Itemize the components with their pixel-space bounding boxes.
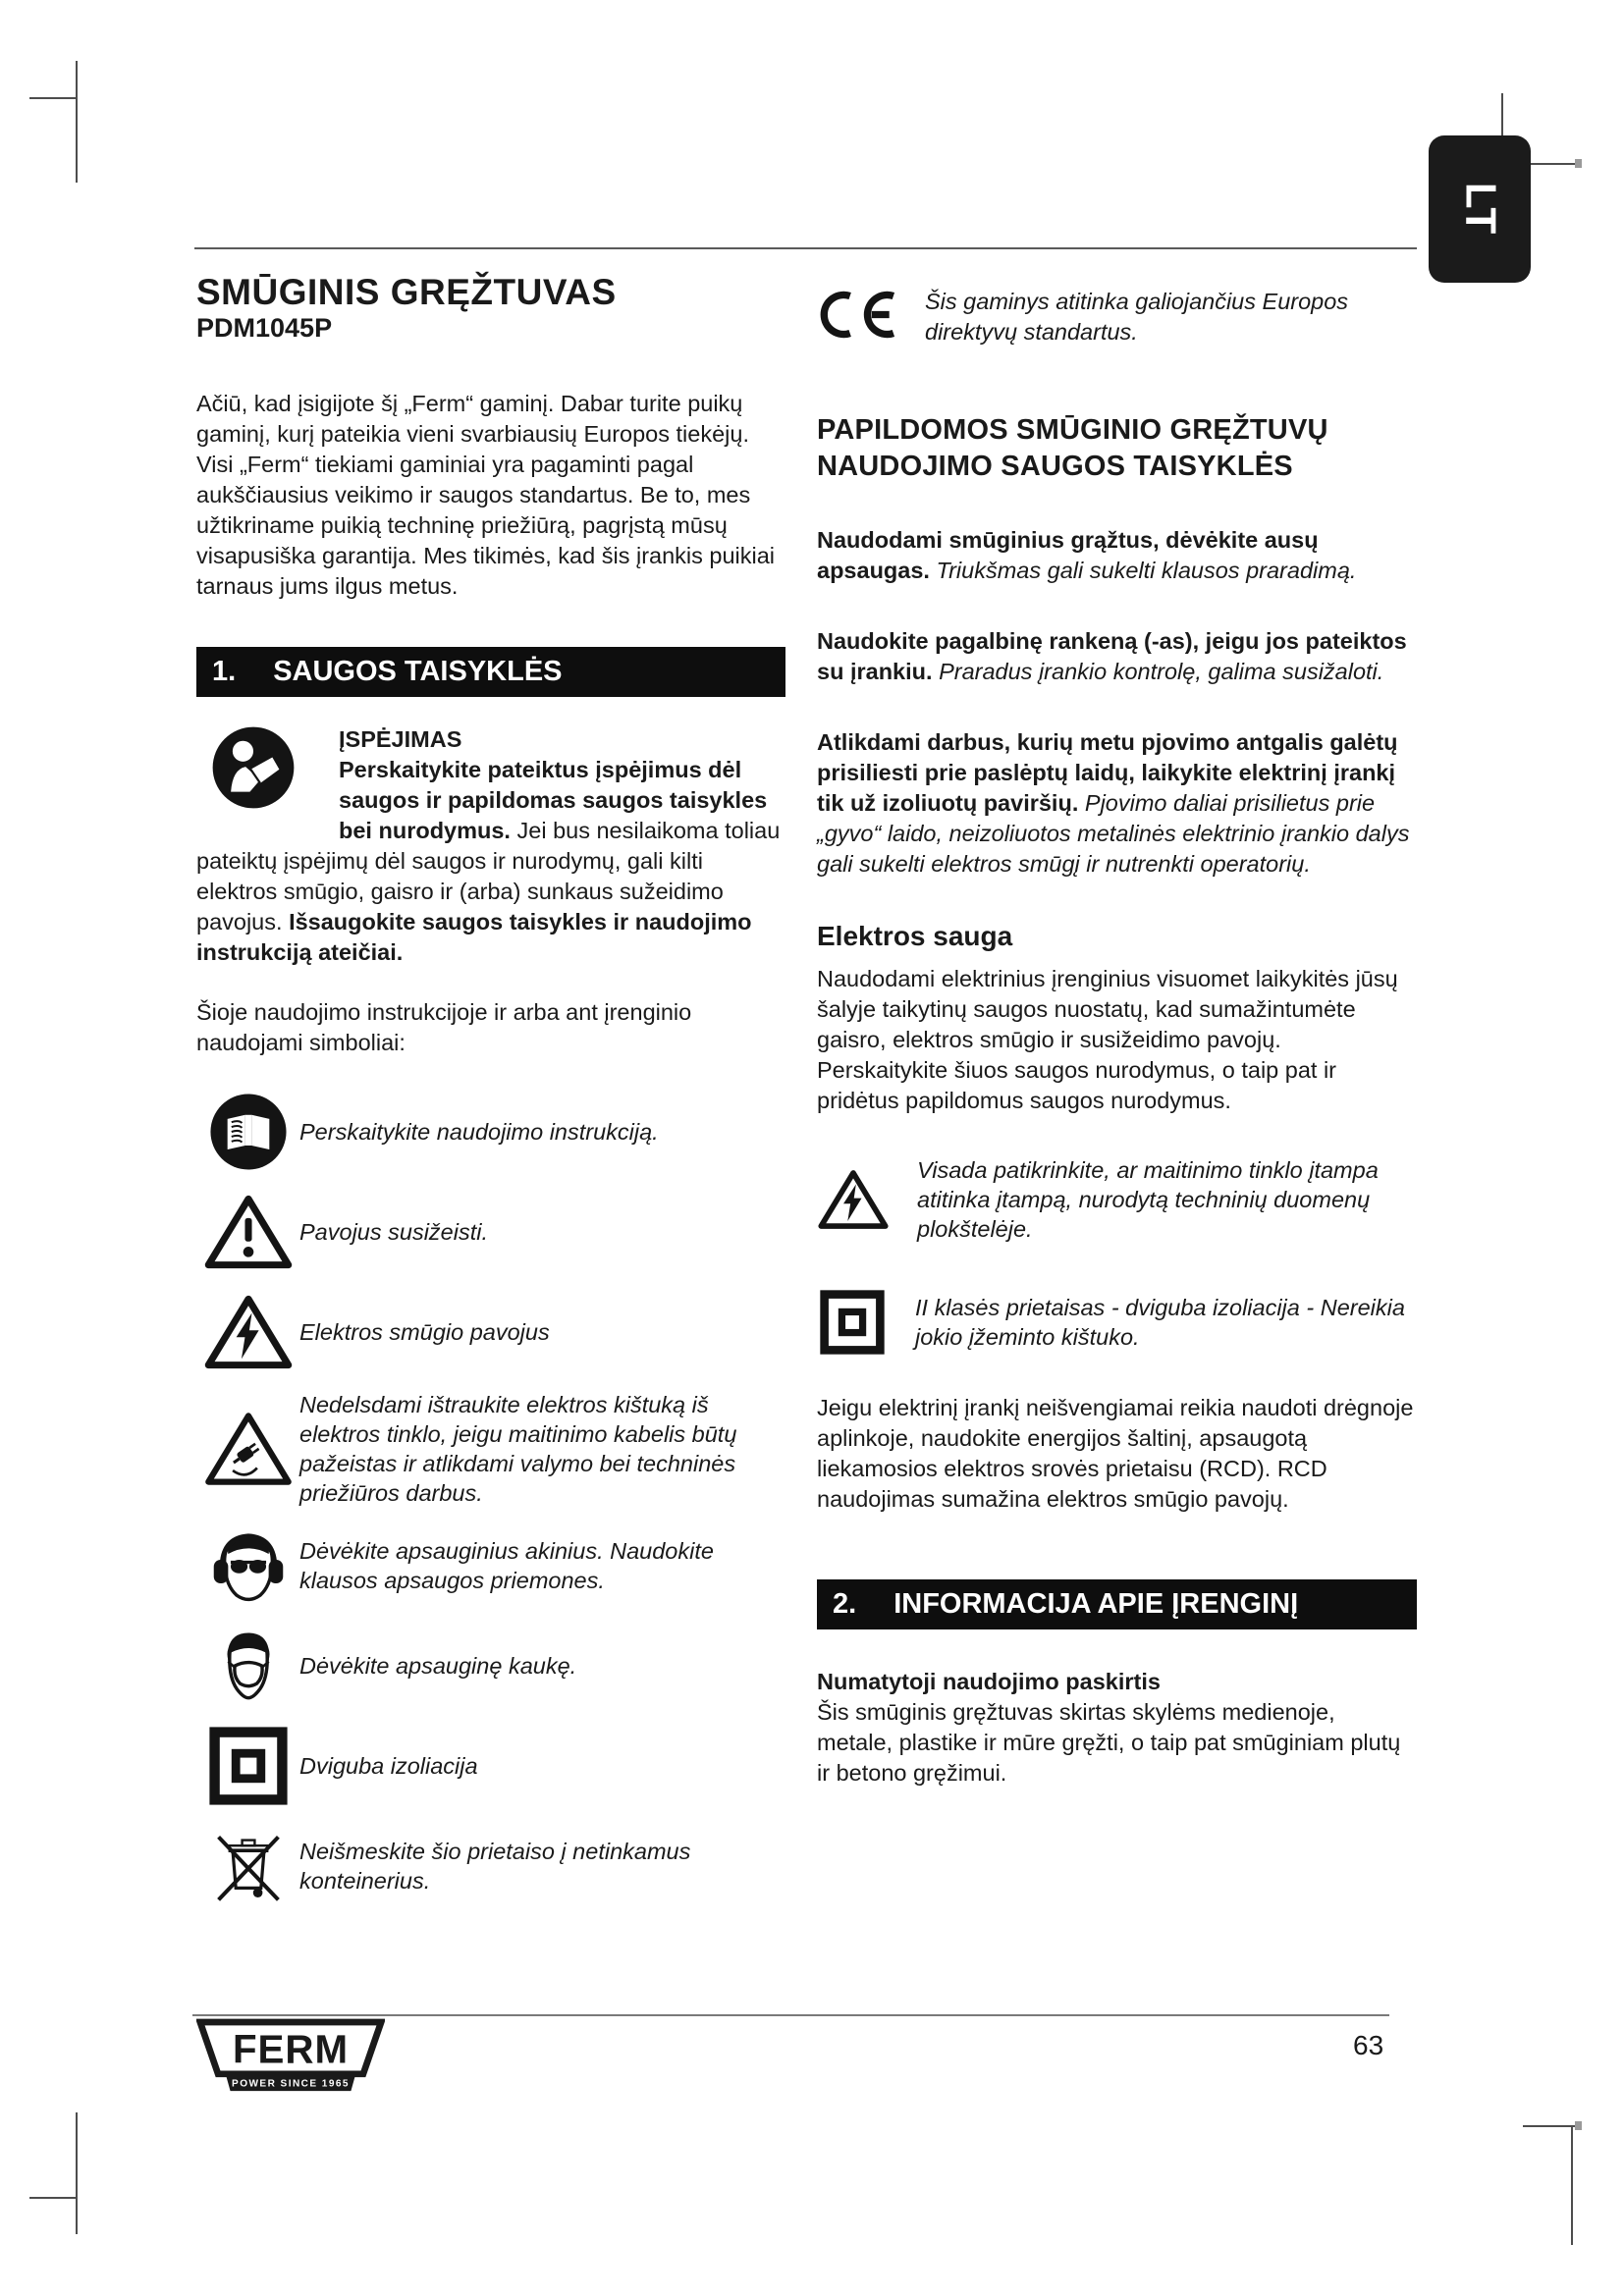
right-column (817, 273, 1417, 1789)
ferm-logo-text: FERM (232, 2026, 350, 2072)
dust-mask-icon (196, 1624, 299, 1708)
list-item (817, 1279, 1417, 1365)
safety-paragraph (817, 626, 1417, 687)
section-1-header (196, 647, 785, 697)
warning-label: ĮSPĖJIMAS (339, 726, 462, 752)
no-trash-icon (196, 1827, 299, 1905)
ce-mark-icon (817, 287, 925, 344)
header-rule (194, 247, 1417, 249)
list-item (196, 1523, 785, 1608)
electric-shock-icon (196, 1292, 299, 1372)
crop-mark-bottom-left-h (29, 2197, 77, 2199)
safety-paragraph-italic: Praradus įrankio kontrolę, galima susižaloti. (932, 659, 1384, 684)
symbol-caption: Dėvėkite apsauginius akinius. Naudokite klausos apsaugos priemones. (299, 1538, 714, 1593)
page-title: SMŪGINIS GRĘŽTUVAS (196, 272, 617, 312)
symbol-caption: Visada patikrinkite, ar maitinimo tinklo įtampa atitinka įtampą, nurodytą techninių duomenų plokštelėje. (917, 1157, 1379, 1242)
crop-mark-top-left-h (29, 97, 77, 99)
intro-paragraph: Ačiū, kad įsigijote šį „Ferm“ gaminį. Dabar turite puikų gaminį, kurį pateikia vieni svarbiausių Europos tiekėjų. Visi „Ferm“ tiekiami gaminiai yra pagaminti pagal aukščiausius veikimo ir saugos standartus. Be to, mes užtikriname puikią techninę priežiūrą, pagrįstą mūsų visapusiška garantija. Mes tikimės, kad šis įrankis puikiai tarnaus jums ilgus metus. (196, 391, 776, 599)
ce-declaration-text: Šis gaminys atitinka galiojančius Europos direktyvų standartus. (925, 289, 1349, 345)
warning-bold-text-2: Išsaugokite saugos taisykles ir naudojimo instrukciją ateičiai. (196, 909, 752, 965)
left-column (196, 273, 785, 1924)
intended-use-text: Šis smūginis gręžtuvas skirtas skylėms medienoje, metale, plastike ir mūre gręžti, o taip pat smūginiam plutų ir betono gręžimui. (817, 1699, 1401, 1786)
electrical-safety-text: Naudodami elektrinius įrenginius visuomet laikykitės jūsų šalyje taikytinų saugos nuostatų, kad sumažintumėte gaisro, elektros smūgio ir susižeidimo pavojų. Perskaitykite šiuos saugos nurodymus, o taip pat ir pridėtus papildomus saugos nurodymus. (817, 966, 1398, 1113)
list-item (196, 1624, 785, 1708)
crop-mark-top-left-v (76, 61, 78, 183)
warning-bold-text: Perskaitykite pateiktus įspėjimus dėl saugos ir papildomas saugos taisykles bei nurodymus. (339, 757, 768, 843)
symbol-caption: Elektros smūgio pavojus (299, 1319, 550, 1345)
list-item (196, 1290, 785, 1374)
crop-mark-top-right-nub (1575, 159, 1582, 168)
safety-paragraph-italic: Triukšmas gali sukelti klausos praradimą. (929, 558, 1357, 583)
warning-triangle-icon (196, 1192, 299, 1272)
ferm-logo (196, 2018, 385, 2103)
safety-paragraph-bold: Naudokite pagalbinę rankeną (-as), jeigu jos pateiktos su įrankiu. (817, 628, 1407, 684)
read-warning-icon (196, 724, 339, 819)
section-1-number: 1. (212, 656, 237, 687)
symbol-caption: Perskaitykite naudojimo instrukciją. (299, 1119, 659, 1145)
warning-regular-text: Jei bus nesilaikoma toliau pateiktų įspėjimų dėl saugos ir nurodymų, gali kilti elektros smūgio, gaisro ir (arba) sunkaus sužeidimo pavojus. (196, 818, 781, 934)
list-item (196, 1390, 785, 1508)
model-number: PDM1045P (196, 313, 333, 343)
read-manual-icon (196, 1092, 299, 1172)
section-2-number: 2. (833, 1588, 857, 1620)
ferm-logo-tagline: POWER SINCE 1965 (232, 2078, 350, 2090)
double-insulation-icon (196, 1727, 299, 1805)
ce-declaration (817, 287, 1417, 351)
intended-use-heading: Numatytoji naudojimo paskirtis (817, 1669, 1161, 1694)
symbol-caption: Pavojus susižeisti. (299, 1219, 488, 1245)
eye-ear-protection-icon (196, 1523, 299, 1608)
symbol-caption: II klasės prietaisas - dviguba izoliacija - Nereikia jokio įžeminto kištuko. (915, 1295, 1405, 1350)
double-insulation-icon (817, 1290, 888, 1355)
symbol-caption: Dėvėkite apsauginę kaukę. (299, 1653, 577, 1679)
crop-mark-bottom-left-v (76, 2112, 78, 2234)
section-2-header (817, 1579, 1417, 1629)
safety-paragraph (817, 525, 1417, 586)
list-item (196, 1824, 785, 1908)
safety-paragraph-italic: Pjovimo daliai prisilietus prie „gyvo“ laido, neizoliuotos metalinės elektrinio įrankio dalys gali sukelti elektros smūgį ir nutrenkti operatorių. (817, 790, 1410, 877)
list-item (196, 1190, 785, 1274)
language-tab-label: LT (1456, 182, 1504, 237)
symbol-caption: Dviguba izoliacija (299, 1753, 478, 1779)
symbol-caption: Nedelsdami ištraukite elektros kištuką iš elektros tinklo, jeigu maitinimo kabelis būtų pažeistas ir atlikdami valymo bei techninės priežiūros darbus. (299, 1392, 737, 1506)
safety-paragraph (817, 727, 1417, 880)
section-1-title: SAUGOS TAISYKLĖS (273, 656, 563, 687)
safety-paragraph-bold: Naudodami smūginius grąžtus, dėvėkite ausų apsaugas. (817, 527, 1319, 583)
footer-rule (192, 2014, 1389, 2016)
crop-mark-bottom-right-nub (1575, 2121, 1582, 2130)
symbol-caption: Neišmeskite šio prietaiso į netinkamus konteinerius. (299, 1839, 691, 1894)
safety-paragraph-bold: Atlikdami darbus, kurių metu pjovimo antgalis galėtų prisiliesti prie paslėptų laidų, laikykite elektrinį įrankį tik už izoliuotų paviršių. (817, 729, 1398, 816)
list-item (817, 1155, 1417, 1244)
electrical-safety-heading: Elektros sauga (817, 921, 1013, 951)
page-number: 63 (1353, 2030, 1384, 2060)
electric-shock-icon (817, 1167, 890, 1232)
language-tab (1429, 135, 1531, 283)
unplug-icon (196, 1409, 299, 1489)
rcd-paragraph: Jeigu elektrinį įrankį neišvengiamai reikia naudoti drėgnoje aplinkoje, naudokite energijos šaltinį, apsaugotą liekamosios elektros srovės prietaisu (RCD). RCD naudojimas sumažina elektros smūgio pavojų. (817, 1395, 1414, 1512)
crop-mark-bottom-right-h (1523, 2125, 1578, 2127)
section-2-title: INFORMACIJA APIE ĮRENGINĮ (893, 1588, 1299, 1620)
warning-block (196, 724, 785, 968)
list-item (196, 1724, 785, 1808)
symbol-list (196, 1090, 785, 1908)
additional-safety-heading: PAPILDOMOS SMŪGINIO GRĘŽTUVŲ NAUDOJIMO SAUGOS TAISYKLĖS (817, 414, 1328, 482)
crop-mark-bottom-right-v (1571, 2127, 1573, 2245)
symbols-intro: Šioje naudojimo instrukcijoje ir arba ant įrenginio naudojami simboliai: (196, 999, 692, 1055)
list-item (196, 1090, 785, 1174)
